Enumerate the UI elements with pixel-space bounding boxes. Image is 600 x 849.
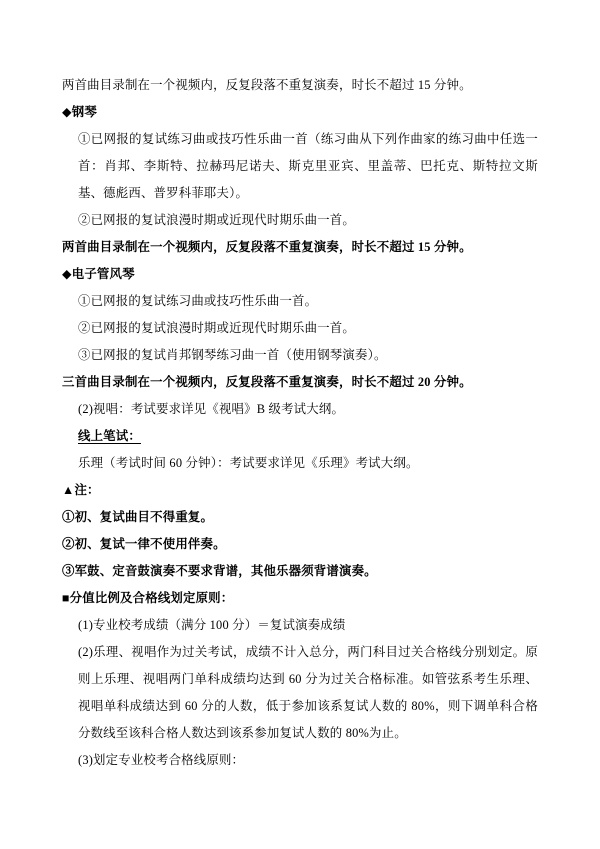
paragraph-organ-item-1: ①已网报的复试练习曲或技巧性乐曲一首。 [78,294,318,308]
heading-online-written-exam: 线上笔试： [78,429,141,443]
paragraph-score-rule-1: (1)专业校考成绩（满分 100 分）＝复试演奏成绩 [78,618,346,632]
note-item-2: ②初、复试一律不使用伴奏。 [62,537,226,551]
paragraph-organ-item-3: ③已网报的复试肖邦钢琴练习曲一首（使用钢琴演奏）。 [78,348,387,362]
paragraph-music-theory: 乐理（考试时间 60 分钟）：考试要求详见《乐理》考试大纲。 [78,456,419,470]
paragraph-score-rule-2: (2)乐理、视唱作为过关考试，成绩不计入总分，两门科目过关合格线分别划定。原则上乐理、视唱两门单科成绩均达到 60 分为过关合格标准。如管弦系考生乐理、视唱单科成绩达到 60 分的人数，低于参加该系复试人数的 80%，则下调单科合格分数线至该科合格人数达到该系参加复试人数的 80%为止。 [78,645,538,740]
note-item-3: ③军鼓、定音鼓演奏不要求背谱，其他乐器须背谱演奏。 [62,564,377,578]
note-item-1: ①初、复试曲目不得重复。 [62,510,214,524]
heading-score-ratio-and-passing-line: ■分值比例及合格线划定原则： [62,591,234,605]
paragraph-piano-item-1: ①已网报的复试练习曲或技巧性乐曲一首（练习曲从下列作曲家的练习曲中任选一首：肖邦、李斯特、拉赫玛尼诺夫、斯克里亚宾、里盖蒂、巴托克、斯特拉文斯基、德彪西、普罗科菲耶夫）。 [78,132,538,200]
paragraph-duet-recording-piano: 两首曲目录制在一个视频内，反复段落不重复演奏，时长不超过 15 分钟。 [62,240,472,254]
paragraph-sight-singing: (2)视唱：考试要求详见《视唱》B 级考试大纲。 [78,402,345,416]
section-heading-electronic-organ: ◆电子管风琴 [62,267,135,281]
section-heading-piano: ◆钢琴 [62,105,97,119]
paragraph-trio-recording-organ: 三首曲目录制在一个视频内，反复段落不重复演奏，时长不超过 20 分钟。 [62,375,472,389]
paragraph-piano-item-2: ②已网报的复试浪漫时期或近现代时期乐曲一首。 [78,213,355,227]
paragraph-organ-item-2: ②已网报的复试浪漫时期或近现代时期乐曲一首。 [78,321,355,335]
heading-notes: ▲注： [62,483,100,497]
paragraph-score-rule-3: (3)划定专业校考合格线原则： [78,753,245,767]
paragraph-duet-recording-piano-intro: 两首曲目录制在一个视频内，反复段落不重复演奏，时长不超过 15 分钟。 [62,78,472,92]
